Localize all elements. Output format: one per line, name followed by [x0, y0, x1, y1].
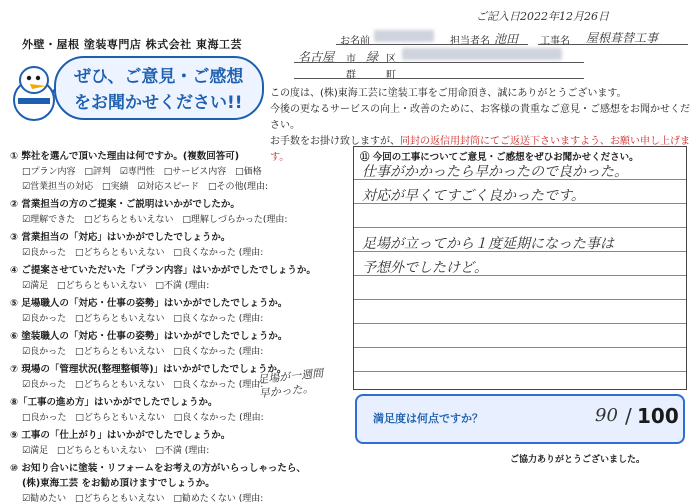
q3-option[interactable]: □良くなかった (理由: [173, 248, 264, 258]
q6-option[interactable]: □どちらともいえない [74, 347, 165, 357]
comment-line-2: 対応が早くてすごく良かったです。 [362, 188, 585, 204]
closing-message: ご協力ありがとうございました。 [510, 455, 646, 465]
question-5-options [22, 311, 350, 324]
q5-option[interactable]: □良くなかった (理由: [173, 314, 264, 324]
q8-option[interactable]: □良くなかった (理由: [173, 413, 264, 423]
gun-label: 群 [346, 70, 356, 81]
question-8-title: ⑧「工事の進め方」はいかがでしたでしょうか。 [10, 397, 218, 408]
q1-option[interactable]: □プラン内容 [22, 167, 76, 177]
tantou-line [448, 44, 528, 45]
address-line-2 [294, 78, 584, 79]
ward-label: 区 [386, 54, 396, 65]
satisfaction-box [355, 394, 685, 444]
question-list [10, 144, 350, 504]
intro-line-2: 今後の更なるサービスの向上・改善のために、お客様の貴重なご意見・ご感想をお聞かせください。 [270, 104, 690, 131]
q10-option[interactable]: □勧めたくない (理由: [173, 494, 264, 504]
q4-option[interactable]: □不満 (理由: [155, 281, 210, 291]
banner [8, 56, 266, 124]
q2-option[interactable]: □理解しづらかった(理由: [182, 215, 288, 225]
kouji-value: 屋根葺替工事 [586, 31, 659, 45]
q7-option[interactable]: □どちらともいえない [74, 380, 165, 390]
q3-option[interactable]: ☑良かった [22, 248, 67, 258]
machi-label: 町 [386, 70, 396, 81]
satisfaction-slash: / [625, 404, 632, 428]
q4-option[interactable]: □どちらともいえない [56, 281, 147, 291]
q6-option[interactable]: ☑良かった [22, 347, 67, 357]
q3-option[interactable]: □どちらともいえない [74, 248, 165, 258]
banner-line-2: をお聞かせください!! [74, 93, 243, 113]
question-5-title: ⑤ 足場職人の「対応・仕事の姿勢」はいかがでしたでしょうか。 [10, 298, 288, 309]
question-8-options [22, 410, 350, 423]
banner-line-1: ぜひ、ご意見・ご感想 [74, 67, 244, 87]
ward-handwritten: 緑 [366, 50, 379, 64]
comment-line-4: 足場が立ってから１度延期になった事は [362, 236, 614, 252]
question-4-title: ④ ご提案させていただいた「プラン内容」はいかがでしたでしょうか。 [10, 265, 316, 276]
ruled-line [354, 227, 686, 228]
question-2-options [22, 212, 350, 225]
customer-fields [290, 28, 690, 80]
comment-line-5: 予想外でしたけど。 [362, 260, 488, 276]
q8-option[interactable]: □良かった [22, 413, 67, 423]
question-2-title: ② 営業担当の方のご提案・ご説明はいかがでしたか。 [10, 199, 240, 210]
company-name: 外壁・屋根 塗装専門店 株式会社 東海工芸 [22, 38, 242, 51]
name-redaction [374, 30, 434, 42]
margin-note-line-2: 早かった。 [258, 381, 315, 401]
q1-option[interactable]: □評判 [84, 167, 111, 177]
satisfaction-label: 満足度は何点ですか？ [373, 412, 483, 425]
question-1-options [22, 164, 350, 177]
question-3-title: ③ 営業担当の「対応」はいかがでしたでしょうか。 [10, 232, 231, 243]
q1-option[interactable]: □価格 [235, 167, 262, 177]
address-redaction [402, 48, 562, 60]
entry-date: ご記入日2022年12月26日 [476, 10, 609, 23]
free-comment-box[interactable] [353, 146, 687, 390]
question-7-title: ⑦ 現場の「管理状況(整理整頓等)」はいかがでしたでしょうか。 [10, 364, 287, 375]
tantou-value: 池田 [494, 32, 519, 46]
city-handwritten: 名古屋 [298, 50, 335, 64]
margin-note-line-1: 足場が一週間 [256, 366, 324, 387]
intro-line-1: この度は、(株)東海工芸に塗装工事をご用命頂き、誠にありがとうございます。 [270, 88, 627, 99]
ruled-line [354, 323, 686, 324]
q2-option[interactable]: ☑理解できた [22, 215, 76, 225]
q8-option[interactable]: □どちらともいえない [75, 413, 165, 423]
free-comment-title: ⑪ 今回の工事についてご意見・ご感想をぜひお聞かせください。 [360, 152, 639, 163]
kouji-line [538, 44, 688, 45]
ruled-line [354, 371, 686, 372]
q9-option[interactable]: ☑満足 [22, 446, 49, 456]
name-label: お名前 [340, 36, 370, 47]
question-10-options [22, 491, 350, 504]
q1-option[interactable]: ☑対応スピード [137, 182, 200, 192]
question-10-title: ⑩ お知り合いに塗装・リフォームをお考えの方がいらっしゃったら、 [10, 463, 306, 474]
tantou-label: 担当者名 [450, 36, 490, 47]
q4-option[interactable]: ☑満足 [22, 281, 49, 291]
q1-option[interactable]: □その他(理由: [207, 182, 268, 192]
question-1-title: ① 弊社を選んで頂いた理由は何ですか。(複数回答可) [10, 151, 240, 162]
question-10-subtitle: (株)東海工芸 をお勧め頂けますでしょうか。 [22, 478, 215, 489]
q9-option[interactable]: □どちらともいえない [56, 446, 147, 456]
ruled-line [354, 347, 686, 348]
q2-option[interactable]: □どちらともいえない [83, 215, 174, 225]
q7-option[interactable]: ☑良かった [22, 380, 67, 390]
q5-option[interactable]: □どちらともいえない [74, 314, 165, 324]
satisfaction-score[interactable]: 90 [595, 405, 618, 426]
q1-option[interactable]: □実績 [101, 182, 129, 192]
q10-option[interactable]: □どちらともいえない [74, 494, 165, 504]
question-3-options [22, 245, 350, 258]
question-9-title: ⑨ 工事の「仕上がり」はいかがでしたでしょうか。 [10, 430, 231, 441]
ruled-line [354, 299, 686, 300]
comment-line-1: 仕事がかかったら早かったので良かった。 [362, 164, 628, 180]
q5-option[interactable]: ☑良かった [22, 314, 67, 324]
question-1-options-row-2 [22, 179, 350, 192]
kouji-label: 工事名 [540, 36, 570, 47]
q6-option[interactable]: □良くなかった (理由: [173, 347, 264, 357]
q1-option[interactable]: ☑専門性 [119, 167, 155, 177]
q1-option[interactable]: ☑営業担当の対応 [22, 182, 94, 192]
q10-option[interactable]: ☑勧めたい [22, 494, 67, 504]
question-4-options [22, 278, 350, 291]
q9-option[interactable]: □不満 (理由: [155, 446, 210, 456]
intro-line-3-red: 同封の返信用封筒にてご返送下さいますよう、お願い申し上げます。 [270, 136, 690, 163]
satisfaction-max: 100 [637, 404, 679, 428]
city-label: 市 [346, 54, 356, 65]
q1-option[interactable]: □サービス内容 [163, 167, 227, 177]
address-line-1 [294, 62, 584, 63]
question-6-title: ⑥ 塗装職人の「対応・仕事の姿勢」はいかがでしたでしょうか。 [10, 331, 288, 342]
q7-option[interactable]: □良くなかった (理由: [173, 380, 264, 390]
question-9-options [22, 443, 350, 456]
intro-line-3-prefix: お手数をお掛け致しますが、 [270, 136, 400, 147]
question-6-options [22, 344, 350, 357]
